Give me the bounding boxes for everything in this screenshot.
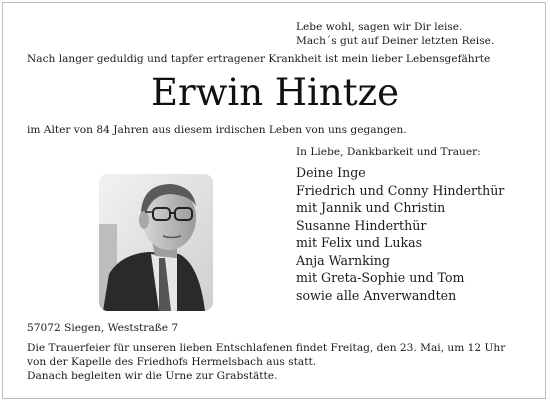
- notice-line: Danach begleiten wir die Urne zur Grabstätte.: [27, 370, 278, 382]
- deceased-name: Erwin Hintze: [151, 71, 399, 114]
- notice-line: Die Trauerfeier für unseren lieben Entschlafenen findet Freitag, den 23. Mai, um 12 Uhr: [27, 342, 506, 354]
- list-item: Susanne Hinderthür: [296, 218, 427, 233]
- list-item: mit Felix und Lukas: [296, 235, 423, 250]
- poem-line: Lebe wohl, sagen wir Dir leise.: [296, 21, 463, 33]
- poem-line: Mach´s gut auf Deiner letzten Reise.: [296, 35, 495, 47]
- list-item: mit Jannik und Christin: [296, 200, 446, 215]
- list-item: sowie alle Anverwandten: [296, 288, 457, 303]
- list-item: Anja Warnking: [296, 253, 390, 268]
- farewell-poem: [296, 20, 494, 48]
- list-item: mit Greta-Sophie und Tom: [296, 270, 465, 285]
- list-item: Friedrich und Conny Hinderthür: [296, 183, 505, 198]
- mourning-heading: In Liebe, Dankbarkeit und Trauer:: [296, 146, 481, 158]
- intro-text: Nach langer geduldig und tapfer ertragener Krankheit ist mein lieber Lebensgefährte: [27, 53, 491, 65]
- list-item: Deine Inge: [296, 165, 366, 180]
- portrait-image: [99, 174, 213, 311]
- mourners-list: [296, 164, 504, 304]
- notice-line: von der Kapelle des Friedhofs Hermelsbach aus statt.: [27, 356, 317, 368]
- age-text: im Alter von 84 Jahren aus diesem irdischen Leben von uns gegangen.: [27, 124, 407, 136]
- portrait-photo: [99, 174, 213, 311]
- address: 57072 Siegen, Weststraße 7: [27, 322, 179, 334]
- funeral-notice: [27, 341, 505, 383]
